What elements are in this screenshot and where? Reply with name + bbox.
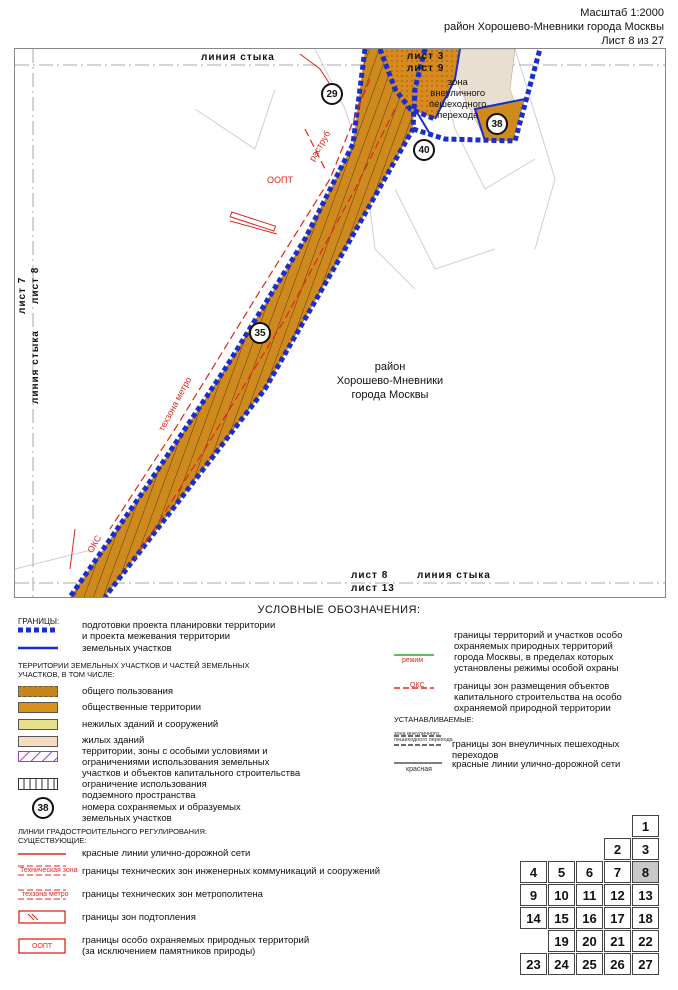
public-swatch xyxy=(18,686,58,697)
trumpet-label: раструб xyxy=(306,129,333,163)
legend-r4: красные линии улично-дорожной сети xyxy=(452,759,621,770)
legend-t6: ограничение использования подземного пространства xyxy=(82,779,207,801)
oopt-label: ООПТ xyxy=(267,175,293,185)
oopt-swatch-text: ООПТ xyxy=(32,943,53,950)
sheet-cell-26[interactable]: 26 xyxy=(604,953,631,975)
underground-swatch xyxy=(18,778,58,790)
sheet-left-b-label: лист 8 xyxy=(30,266,41,304)
red-line-swatch xyxy=(18,852,66,856)
legend-r1: границы территорий и участков особо охраняемых природных территорий города Москвы, в пределах которых установлены режимы особой охраны xyxy=(454,630,623,674)
sheet-cell-16[interactable]: 16 xyxy=(576,907,603,929)
lines-head: ЛИНИИ ГРАДОСТРОИТЕЛЬНОГО РЕГУЛИРОВАНИЯ: СУЩЕСТВУЮЩИЕ: xyxy=(18,827,207,845)
special-zone-swatch xyxy=(18,751,58,762)
sheet-cell-3[interactable]: 3 xyxy=(632,838,659,860)
oks-label: ОКС xyxy=(85,533,104,555)
district-title: район Хорошево-Мневники города Москвы xyxy=(443,21,664,33)
sheet-cell-6[interactable]: 6 xyxy=(576,861,603,883)
project-boundary-swatch xyxy=(18,626,58,634)
sheet-cell-15[interactable]: 15 xyxy=(548,907,575,929)
nonres-swatch xyxy=(18,719,58,730)
sheet-cell-13[interactable]: 13 xyxy=(632,884,659,906)
map-canvas xyxy=(15,49,665,597)
established-head: УСТАНАВЛИВАЕМЫЕ: xyxy=(394,715,474,724)
legend xyxy=(14,598,664,982)
oks-zone-swatch-text: ОКС xyxy=(410,682,425,689)
legend-t1: общего пользования xyxy=(82,686,174,697)
sheet-bottom-b-label: лист 13 xyxy=(351,583,395,594)
legend-l5: границы особо охраняемых природных территорий (за исключением памятников природы) xyxy=(82,935,310,957)
sheet-cell-21[interactable]: 21 xyxy=(604,930,631,952)
sheet-top-label: лист 3 xyxy=(407,51,445,62)
sheet-number: Лист 8 из 27 xyxy=(601,35,664,47)
parcel-40-marker[interactable]: 40 xyxy=(413,139,435,161)
sheet-top2-label: лист 9 xyxy=(407,63,445,74)
oopt-regime-swatch-text: режим xyxy=(402,657,424,664)
legend-l1: красные линии улично-дорожной сети xyxy=(82,848,251,859)
legend-l3: границы технических зон метрополитена xyxy=(82,889,263,900)
district-label: район Хорошево-Мневники города Москвы xyxy=(336,361,444,401)
flood-zone-swatch xyxy=(18,910,66,924)
boundaries-head: ГРАНИЦЫ: xyxy=(18,617,60,626)
territories-head: ТЕРРИТОРИИ ЗЕМЕЛЬНЫХ УЧАСТКОВ И ЧАСТЕЙ ЗЕМЕЛЬНЫХ УЧАСТКОВ, В ТОМ ЧИСЛЕ: xyxy=(18,661,250,679)
join-line-bottom-label: линия стыка xyxy=(417,570,491,581)
sheet-index-grid xyxy=(520,815,660,975)
sheet-cell-10[interactable]: 10 xyxy=(548,884,575,906)
new-red-line-swatch-text: красная xyxy=(406,766,432,773)
sheet-cell-17[interactable]: 17 xyxy=(604,907,631,929)
sheet-cell-23[interactable]: 23 xyxy=(520,953,547,975)
res-swatch xyxy=(18,736,58,747)
sheet-cell-24[interactable]: 24 xyxy=(548,953,575,975)
legend-t3: нежилых зданий и сооружений xyxy=(82,719,219,730)
social-swatch xyxy=(18,702,58,713)
sheet-cell-5[interactable]: 5 xyxy=(548,861,575,883)
legend-t5: территории, зоны с особыми условиями и ограничениями использования земельных участков и объектов капитального строительства xyxy=(82,746,301,779)
sheet-cell-27[interactable]: 27 xyxy=(632,953,659,975)
metro-zone-label: техзона метро xyxy=(156,375,194,433)
legend-t2: общественные территории xyxy=(82,702,202,713)
new-red-line-swatch xyxy=(394,761,442,765)
sheet-cell-25[interactable]: 25 xyxy=(576,953,603,975)
legend-t4: жилых зданий xyxy=(82,735,145,746)
sheet-cell-2[interactable]: 2 xyxy=(604,838,631,860)
legend-t7: номера сохраняемых и образуемых земельных участков xyxy=(82,802,241,824)
join-line-top-label: линия стыка xyxy=(201,52,275,63)
sheet-bottom-a-label: лист 8 xyxy=(351,570,389,581)
pedestrian-zone-swatch-text: зона внеуличного пешеходного перехода xyxy=(394,731,453,743)
sheet-cell-8[interactable]: 8 xyxy=(632,861,659,883)
join-line-left-label: линия стыка xyxy=(30,330,41,404)
sheet-header xyxy=(444,6,664,48)
sheet-cell-18[interactable]: 18 xyxy=(632,907,659,929)
legend-b2: земельных участков xyxy=(82,643,172,654)
sheet-cell-11[interactable]: 11 xyxy=(576,884,603,906)
legend-l4: границы зон подтопления xyxy=(82,912,196,923)
legend-b1: подготовки проекта планировки территории и проекта межевания территории xyxy=(82,620,276,642)
parcel-boundary-swatch xyxy=(18,646,58,650)
parcel-38-marker[interactable]: 38 xyxy=(486,113,508,135)
sheet-cell-19[interactable]: 19 xyxy=(548,930,575,952)
legend-title: УСЛОВНЫЕ ОБОЗНАЧЕНИЯ: xyxy=(257,604,421,616)
pedestrian-zone-label: зона внеуличного пешеходного перехода xyxy=(429,77,487,121)
sheet-cell-9[interactable]: 9 xyxy=(520,884,547,906)
sheet-cell-14[interactable]: 14 xyxy=(520,907,547,929)
sheet-cell-12[interactable]: 12 xyxy=(604,884,631,906)
parcel-35-marker[interactable]: 35 xyxy=(249,322,271,344)
sheet-cell-20[interactable]: 20 xyxy=(576,930,603,952)
legend-r2: границы зон размещения объектов капитального строительства на особо охраняемой природной территории xyxy=(454,681,622,714)
sheet-cell-4[interactable]: 4 xyxy=(520,861,547,883)
sheet-cell-1[interactable]: 1 xyxy=(632,815,659,837)
legend-l2: границы технических зон инженерных коммуникаций и сооружений xyxy=(82,866,381,877)
sheet-cell-7[interactable]: 7 xyxy=(604,861,631,883)
sheet-cell-22[interactable]: 22 xyxy=(632,930,659,952)
parcel-number-sample: 38 xyxy=(32,797,54,819)
legend-r3: границы зон внеуличных пешеходных переходов xyxy=(452,739,620,761)
public-area-strip[interactable] xyxy=(70,49,425,597)
tech-zone-swatch-text: Техническая зона xyxy=(20,867,78,874)
sheet-left-a-label: лист 7 xyxy=(17,276,28,314)
map-frame[interactable] xyxy=(14,48,666,598)
scale-label: Масштаб 1:2000 xyxy=(580,7,664,19)
metro-zone-swatch-text: техзона метро xyxy=(22,891,69,898)
parcel-29-marker[interactable]: 29 xyxy=(321,83,343,105)
